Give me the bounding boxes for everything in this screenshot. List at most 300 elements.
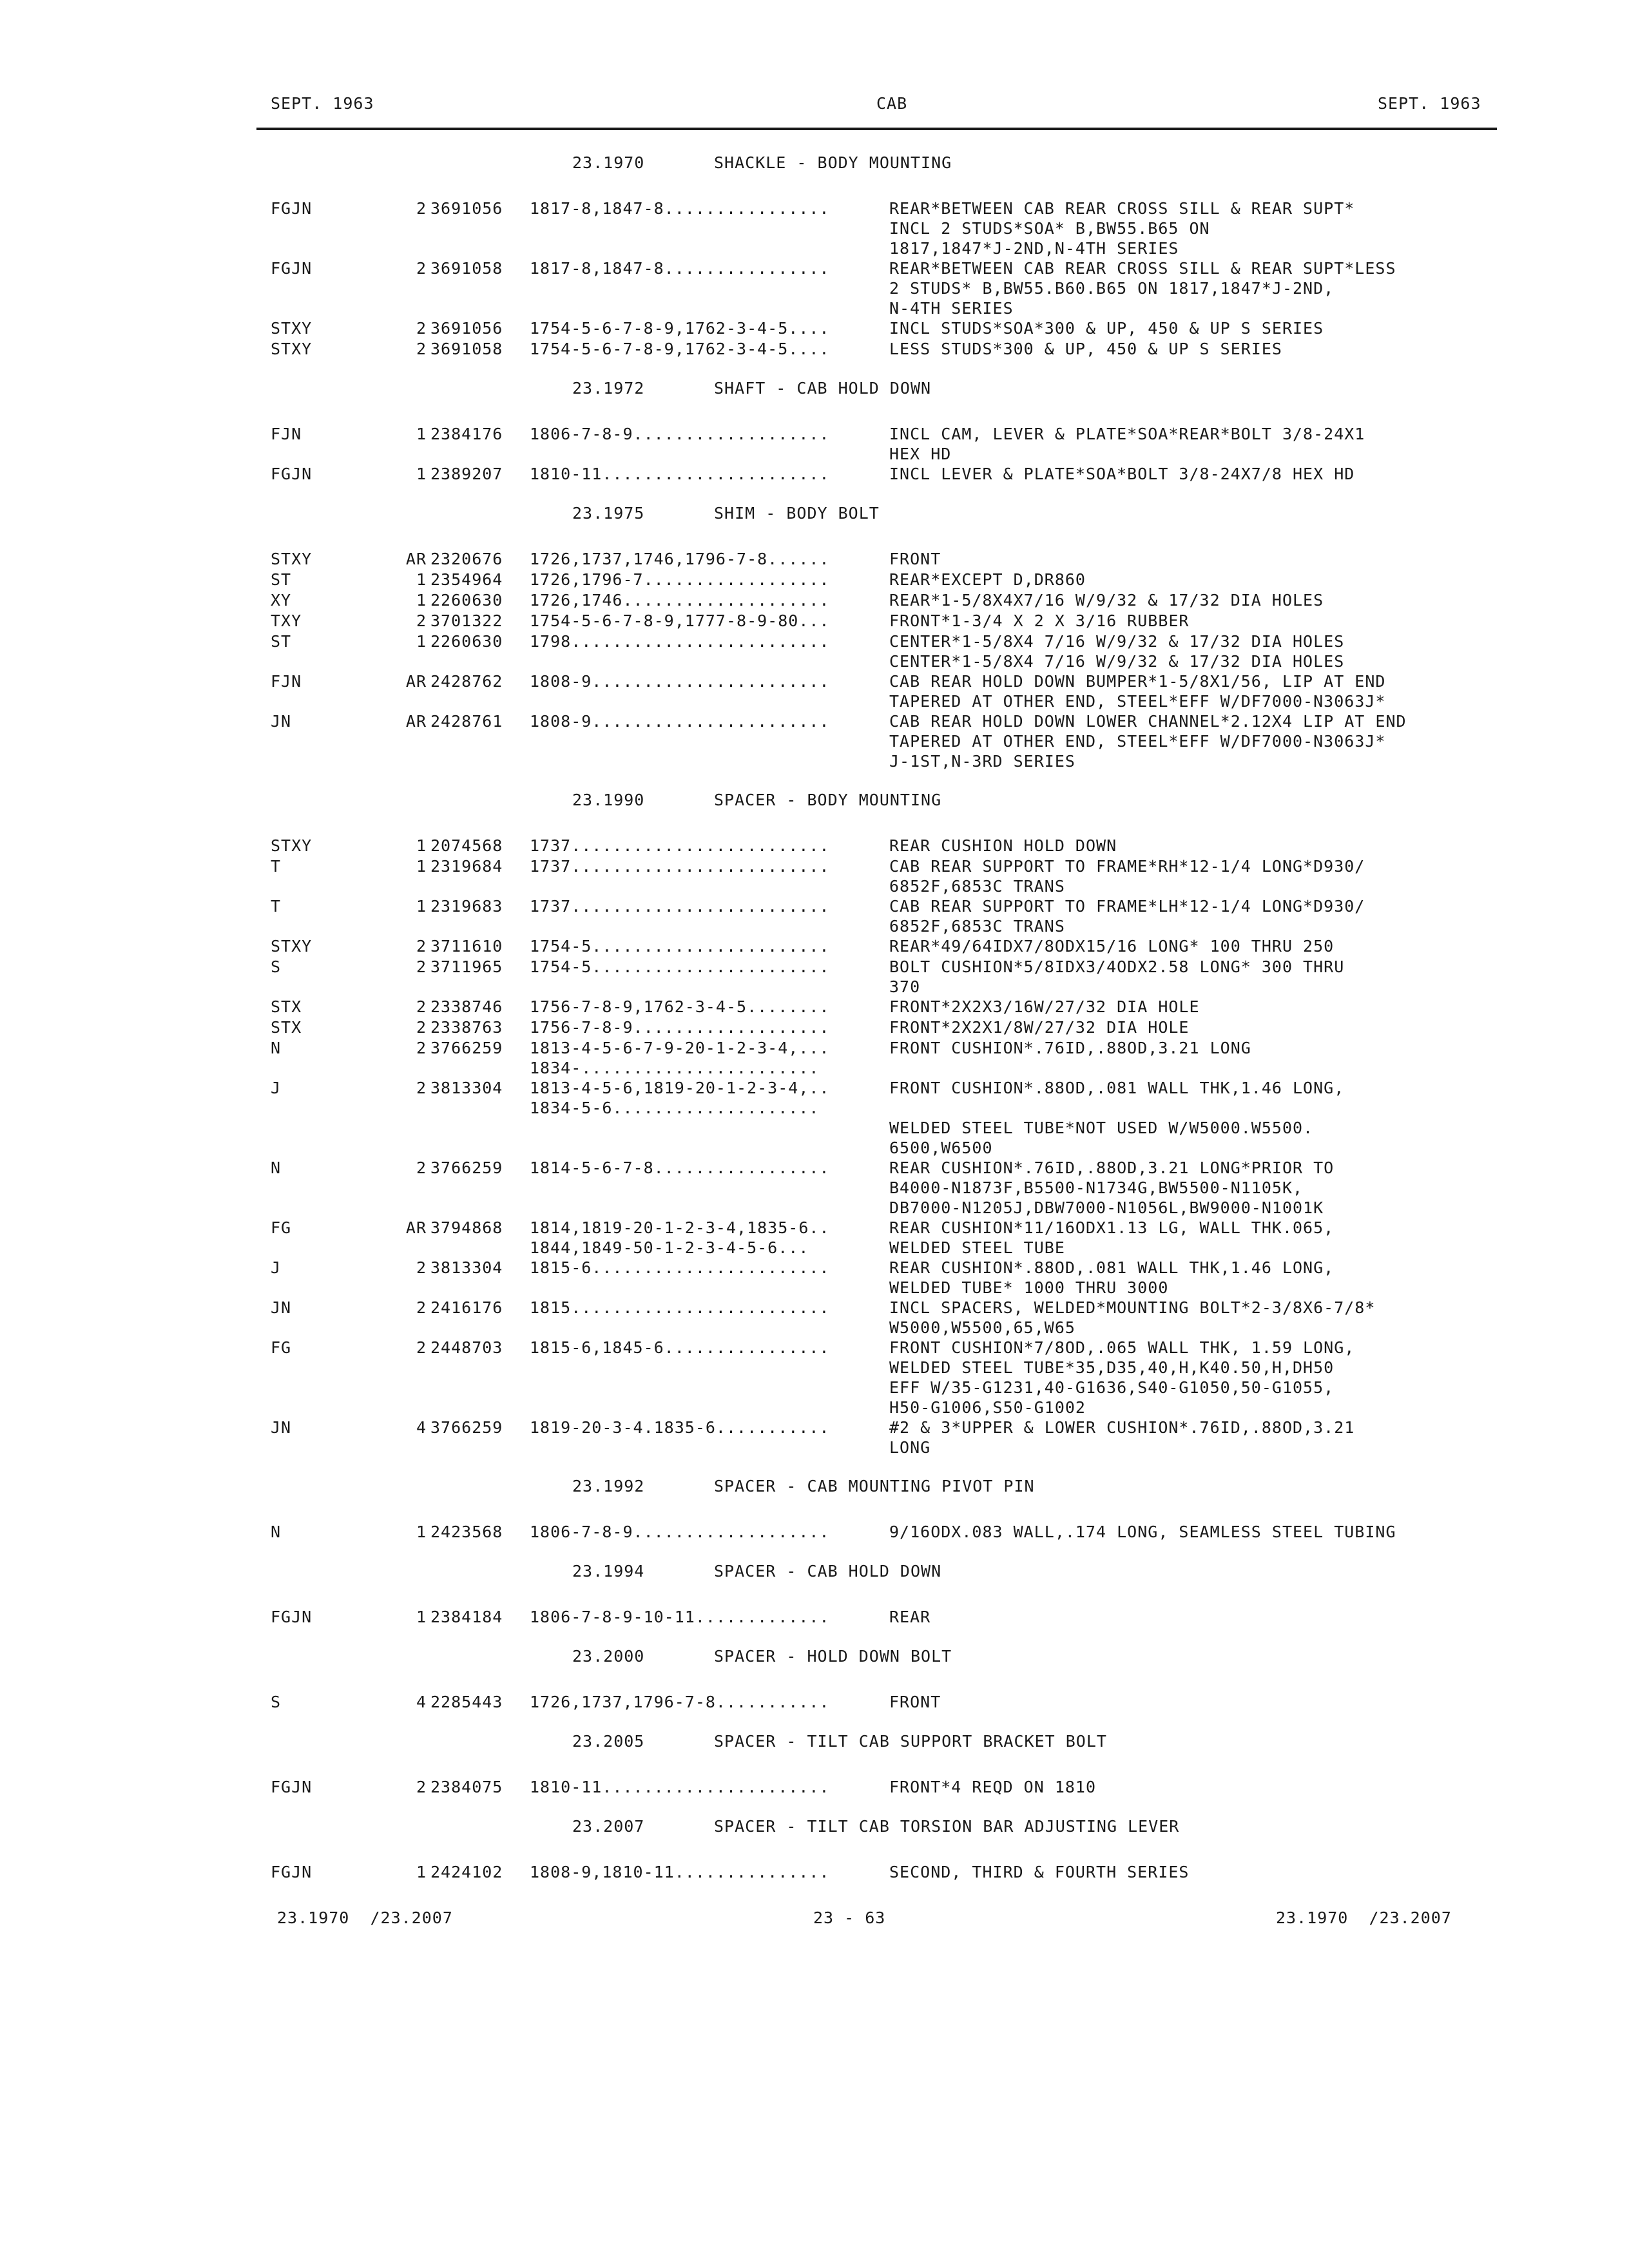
header-rule bbox=[256, 128, 1497, 130]
model-line: 1737......................... bbox=[530, 836, 830, 855]
part-row bbox=[0, 549, 1629, 570]
part-number: 2384075 bbox=[430, 1778, 503, 1796]
description-line: INCL CAM, LEVER & PLATE*SOA*REAR*BOLT 3/8-24X1 bbox=[889, 425, 1365, 443]
model-applicability bbox=[530, 1862, 885, 1882]
model-code: T bbox=[271, 857, 282, 876]
part-number: 3711610 bbox=[430, 937, 503, 956]
part-number: 2424102 bbox=[430, 1863, 503, 1881]
part-description bbox=[889, 1258, 1534, 1298]
part-number: 3691056 bbox=[430, 199, 503, 218]
model-applicability bbox=[530, 339, 885, 359]
description-line: 370 bbox=[889, 977, 921, 996]
section-number: 23.1970 bbox=[572, 153, 645, 172]
description-line: HEX HD bbox=[889, 445, 952, 463]
model-line: 1754-5-6-7-8-9,1762-3-4-5.... bbox=[530, 340, 830, 358]
description-line: FRONT*1-3/4 X 2 X 3/16 RUBBER bbox=[889, 611, 1190, 630]
model-applicability bbox=[530, 1692, 885, 1712]
model-line: 1754-5....................... bbox=[530, 937, 830, 956]
part-description bbox=[889, 1218, 1534, 1258]
model-code: STX bbox=[271, 1018, 302, 1037]
model-applicability bbox=[530, 936, 885, 956]
model-applicability bbox=[530, 671, 885, 691]
description-line: BOLT CUSHION*5/8IDX3/4ODX2.58 LONG* 300 THRU bbox=[889, 957, 1345, 976]
part-row bbox=[0, 1338, 1629, 1418]
section-heading bbox=[572, 791, 1629, 819]
model-code: J bbox=[271, 1258, 282, 1277]
quantity: 1 bbox=[416, 632, 427, 651]
model-code: N bbox=[271, 1039, 282, 1057]
model-line: 1726,1746.................... bbox=[530, 591, 830, 610]
part-row bbox=[0, 997, 1629, 1017]
description-line: REAR CUSHION*11/16ODX1.13 LG, WALL THK.065, bbox=[889, 1218, 1335, 1237]
part-row bbox=[0, 1862, 1629, 1883]
part-number: 3766259 bbox=[430, 1158, 503, 1177]
section-number: 23.1992 bbox=[572, 1477, 645, 1495]
model-code: FGJN bbox=[271, 1608, 313, 1626]
section-title: SPACER - TILT CAB SUPPORT BRACKET BOLT bbox=[714, 1732, 1107, 1751]
section-title: SPACER - BODY MOUNTING bbox=[714, 791, 942, 809]
model-applicability bbox=[530, 896, 885, 916]
model-line: 1726,1796-7.................. bbox=[530, 570, 830, 589]
section-number: 23.2005 bbox=[572, 1732, 645, 1751]
model-code: N bbox=[271, 1158, 282, 1177]
model-applicability bbox=[530, 590, 885, 610]
part-description bbox=[889, 1862, 1534, 1882]
model-applicability bbox=[530, 631, 885, 651]
model-applicability bbox=[530, 711, 885, 731]
description-line: 6500,W6500 bbox=[889, 1139, 993, 1157]
description-line: REAR*49/64IDX7/8ODX15/16 LONG* 100 THRU 250 bbox=[889, 937, 1335, 956]
part-number: 3691056 bbox=[430, 319, 503, 338]
section-title: SHIM - BODY BOLT bbox=[714, 504, 880, 523]
model-line: 1737......................... bbox=[530, 897, 830, 916]
description-line: TAPERED AT OTHER END, STEEL*EFF W/DF7000-N3063J* bbox=[889, 692, 1386, 711]
part-number: 2074568 bbox=[430, 836, 503, 855]
quantity: 4 bbox=[416, 1693, 427, 1711]
part-row bbox=[0, 1418, 1629, 1457]
part-description bbox=[889, 611, 1534, 631]
quantity: AR bbox=[405, 1218, 427, 1237]
section-number: 23.1990 bbox=[572, 791, 645, 809]
description-line: CENTER*1-5/8X4 7/16 W/9/32 & 17/32 DIA HOLES bbox=[889, 652, 1345, 671]
model-applicability bbox=[530, 1607, 885, 1627]
quantity: AR bbox=[405, 712, 427, 731]
footer-range-left: 23.1970 /23.2007 bbox=[277, 1908, 453, 1927]
quantity: 4 bbox=[416, 1418, 427, 1437]
part-row bbox=[0, 590, 1629, 611]
part-row bbox=[0, 1522, 1629, 1542]
part-number: 3813304 bbox=[430, 1079, 503, 1097]
part-row bbox=[0, 896, 1629, 936]
part-description bbox=[889, 549, 1534, 569]
model-applicability bbox=[530, 611, 885, 631]
part-number: 2389207 bbox=[430, 465, 503, 483]
part-description bbox=[889, 424, 1534, 464]
model-code: ST bbox=[271, 570, 292, 589]
model-line: 1754-5-6-7-8-9,1762-3-4-5.... bbox=[530, 319, 830, 338]
part-row bbox=[0, 1038, 1629, 1078]
part-description bbox=[889, 590, 1534, 610]
section-title: SPACER - CAB MOUNTING PIVOT PIN bbox=[714, 1477, 1035, 1495]
model-code: TXY bbox=[271, 611, 302, 630]
part-description bbox=[889, 1418, 1534, 1457]
quantity: 2 bbox=[416, 1338, 427, 1357]
part-row bbox=[0, 464, 1629, 485]
model-line: 1808-9....................... bbox=[530, 672, 830, 691]
model-applicability bbox=[530, 1298, 885, 1318]
description-line: FRONT*2X2X3/16W/27/32 DIA HOLE bbox=[889, 997, 1200, 1016]
model-line: 1815-6....................... bbox=[530, 1258, 830, 1277]
model-code: JN bbox=[271, 712, 292, 731]
model-line: 1798......................... bbox=[530, 632, 830, 651]
quantity: 1 bbox=[416, 465, 427, 483]
model-line: 1808-9,1810-11............... bbox=[530, 1863, 830, 1881]
part-number: 2260630 bbox=[430, 591, 503, 610]
description-line: #2 & 3*UPPER & LOWER CUSHION*.76ID,.88OD,3.21 bbox=[889, 1418, 1355, 1437]
section-heading bbox=[572, 504, 1629, 532]
part-row bbox=[0, 611, 1629, 631]
model-applicability bbox=[530, 1258, 885, 1278]
part-number: 2448703 bbox=[430, 1338, 503, 1357]
description-line: FRONT*4 REQD ON 1810 bbox=[889, 1778, 1097, 1796]
part-number: 2285443 bbox=[430, 1693, 503, 1711]
part-row bbox=[0, 856, 1629, 896]
section-heading bbox=[572, 1562, 1629, 1590]
part-number: 2354964 bbox=[430, 570, 503, 589]
quantity: 2 bbox=[416, 1018, 427, 1037]
model-code: FGJN bbox=[271, 1863, 313, 1881]
quantity: 2 bbox=[416, 997, 427, 1016]
description-line: REAR*BETWEEN CAB REAR CROSS SILL & REAR SUPT* bbox=[889, 199, 1355, 218]
part-row bbox=[0, 318, 1629, 339]
model-code: FGJN bbox=[271, 259, 313, 278]
model-line: 1844,1849-50-1-2-3-4-5-6... bbox=[530, 1238, 809, 1257]
model-line: 1815-6,1845-6................ bbox=[530, 1338, 830, 1357]
description-line: REAR CUSHION*.88OD,.081 WALL THK,1.46 LONG, bbox=[889, 1258, 1335, 1277]
part-description bbox=[889, 896, 1534, 936]
model-code: ST bbox=[271, 632, 292, 651]
description-line: REAR CUSHION*.76ID,.88OD,3.21 LONG*PRIOR TO bbox=[889, 1158, 1335, 1177]
part-row bbox=[0, 339, 1629, 360]
model-line: 1806-7-8-9................... bbox=[530, 1523, 830, 1541]
model-code: FJN bbox=[271, 425, 302, 443]
section-heading bbox=[572, 379, 1629, 407]
description-line: INCL 2 STUDS*SOA* B,BW55.B65 ON bbox=[889, 219, 1210, 238]
description-line: CAB REAR HOLD DOWN LOWER CHANNEL*2.12X4 LIP AT END bbox=[889, 712, 1407, 731]
description-line: WELDED TUBE* 1000 THRU 3000 bbox=[889, 1278, 1169, 1297]
section-number: 23.1994 bbox=[572, 1562, 645, 1581]
part-description bbox=[889, 339, 1534, 359]
model-code: STXY bbox=[271, 319, 313, 338]
section-number: 23.2007 bbox=[572, 1817, 645, 1836]
model-line: 1810-11...................... bbox=[530, 465, 830, 483]
quantity: 2 bbox=[416, 957, 427, 976]
quantity: 2 bbox=[416, 340, 427, 358]
part-row bbox=[0, 957, 1629, 997]
part-row bbox=[0, 936, 1629, 957]
description-line: FRONT bbox=[889, 550, 941, 568]
quantity: 1 bbox=[416, 836, 427, 855]
description-line: REAR*EXCEPT D,DR860 bbox=[889, 570, 1086, 589]
model-applicability bbox=[530, 318, 885, 338]
quantity: 2 bbox=[416, 937, 427, 956]
model-line: 1813-4-5-6,1819-20-1-2-3-4,.. bbox=[530, 1079, 830, 1097]
model-code: S bbox=[271, 1693, 282, 1711]
model-line: 1810-11...................... bbox=[530, 1778, 830, 1796]
description-line: H50-G1006,S50-G1002 bbox=[889, 1398, 1086, 1417]
footer-range-right: 23.1970 /23.2007 bbox=[1276, 1908, 1452, 1927]
quantity: 2 bbox=[416, 611, 427, 630]
model-line: 1814-5-6-7-8................. bbox=[530, 1158, 830, 1177]
model-applicability bbox=[530, 1338, 885, 1358]
description-line: WELDED STEEL TUBE bbox=[889, 1238, 1065, 1257]
description-line: 2 STUDS* B,BW55.B60.B65 ON 1817,1847*J-2ND, bbox=[889, 279, 1335, 298]
part-row bbox=[0, 424, 1629, 464]
description-line: REAR*BETWEEN CAB REAR CROSS SILL & REAR SUPT*LESS bbox=[889, 259, 1396, 278]
model-applicability bbox=[530, 1418, 885, 1437]
description-line: INCL LEVER & PLATE*SOA*BOLT 3/8-24X7/8 HEX HD bbox=[889, 465, 1355, 483]
description-line: FRONT CUSHION*.76ID,.88OD,3.21 LONG bbox=[889, 1039, 1251, 1057]
section-title: SPACER - TILT CAB TORSION BAR ADJUSTING LEVER bbox=[714, 1817, 1180, 1836]
description-line: FRONT CUSHION*.88OD,.081 WALL THK,1.46 LONG, bbox=[889, 1079, 1345, 1097]
model-line: 1834-....................... bbox=[530, 1059, 820, 1077]
description-line: WELDED STEEL TUBE*NOT USED W/W5000.W5500. bbox=[889, 1119, 1314, 1137]
section-title: SHAFT - CAB HOLD DOWN bbox=[714, 379, 932, 398]
model-code: N bbox=[271, 1523, 282, 1541]
quantity: 2 bbox=[416, 1778, 427, 1796]
part-number: 2428761 bbox=[430, 712, 503, 731]
model-applicability bbox=[530, 464, 885, 484]
part-number: 2319684 bbox=[430, 857, 503, 876]
part-description bbox=[889, 957, 1534, 997]
part-description bbox=[889, 464, 1534, 484]
part-number: 2384184 bbox=[430, 1608, 503, 1626]
part-row bbox=[0, 1258, 1629, 1298]
part-row bbox=[0, 836, 1629, 856]
part-number: 2338746 bbox=[430, 997, 503, 1016]
model-applicability bbox=[530, 1017, 885, 1037]
model-line: 1754-5....................... bbox=[530, 957, 830, 976]
description-line: TAPERED AT OTHER END, STEEL*EFF W/DF7000-N3063J* bbox=[889, 732, 1386, 751]
model-code: STXY bbox=[271, 937, 313, 956]
part-description bbox=[889, 1158, 1534, 1218]
description-line: FRONT bbox=[889, 1693, 941, 1711]
model-line: 1806-7-8-9................... bbox=[530, 425, 830, 443]
header-date-right: SEPT. 1963 bbox=[1378, 94, 1481, 113]
part-description bbox=[889, 1017, 1534, 1037]
part-number: 3766259 bbox=[430, 1039, 503, 1057]
description-line: 6852F,6853C TRANS bbox=[889, 877, 1065, 896]
part-number: 2428762 bbox=[430, 672, 503, 691]
part-number: 2260630 bbox=[430, 632, 503, 651]
part-number: 2320676 bbox=[430, 550, 503, 568]
model-line: 1737......................... bbox=[530, 857, 830, 876]
part-description bbox=[889, 1522, 1534, 1542]
model-code: J bbox=[271, 1079, 282, 1097]
model-line: 1815......................... bbox=[530, 1298, 830, 1317]
description-line: 9/16ODX.083 WALL,.174 LONG, SEAMLESS STEEL TUBING bbox=[889, 1523, 1396, 1541]
part-description bbox=[889, 1692, 1534, 1712]
model-applicability bbox=[530, 258, 885, 278]
model-line: 1754-5-6-7-8-9,1777-8-9-80... bbox=[530, 611, 830, 630]
part-description bbox=[889, 318, 1534, 338]
model-applicability bbox=[530, 1522, 885, 1542]
model-applicability bbox=[530, 198, 885, 218]
section-number: 23.1975 bbox=[572, 504, 645, 523]
model-code: FG bbox=[271, 1218, 292, 1237]
model-applicability bbox=[530, 1218, 885, 1258]
model-code: STXY bbox=[271, 836, 313, 855]
part-row bbox=[0, 1158, 1629, 1218]
part-number: 2319683 bbox=[430, 897, 503, 916]
section-heading bbox=[572, 1477, 1629, 1505]
description-line: EFF W/35-G1231,40-G1636,S40-G1050,50-G1055, bbox=[889, 1378, 1335, 1397]
model-applicability bbox=[530, 424, 885, 444]
part-description bbox=[889, 1298, 1534, 1338]
model-line: 1819-20-3-4.1835-6........... bbox=[530, 1418, 830, 1437]
part-number: 2338763 bbox=[430, 1018, 503, 1037]
model-line: 1726,1737,1796-7-8........... bbox=[530, 1693, 830, 1711]
part-description bbox=[889, 198, 1534, 258]
section-heading bbox=[572, 1817, 1629, 1845]
description-line: REAR CUSHION HOLD DOWN bbox=[889, 836, 1117, 855]
model-code: STXY bbox=[271, 550, 313, 568]
part-row bbox=[0, 1078, 1629, 1158]
description-line: INCL SPACERS, WELDED*MOUNTING BOLT*2-3/8X6-7/8* bbox=[889, 1298, 1376, 1317]
part-description bbox=[889, 1078, 1534, 1158]
section-title: SPACER - HOLD DOWN BOLT bbox=[714, 1647, 952, 1666]
quantity: 1 bbox=[416, 425, 427, 443]
model-code: FGJN bbox=[271, 1778, 313, 1796]
model-applicability bbox=[530, 1078, 885, 1118]
quantity: 2 bbox=[416, 1158, 427, 1177]
quantity: 1 bbox=[416, 1863, 427, 1881]
model-line: 1834-5-6.................... bbox=[530, 1099, 820, 1117]
section-heading bbox=[572, 1732, 1629, 1760]
model-code: STXY bbox=[271, 340, 313, 358]
part-description bbox=[889, 258, 1534, 318]
quantity: 2 bbox=[416, 199, 427, 218]
description-line: N-4TH SERIES bbox=[889, 299, 1014, 318]
quantity: AR bbox=[405, 672, 427, 691]
model-applicability bbox=[530, 1038, 885, 1078]
model-line: 1813-4-5-6-7-9-20-1-2-3-4,... bbox=[530, 1039, 830, 1057]
model-code: XY bbox=[271, 591, 292, 610]
part-description bbox=[889, 1607, 1534, 1627]
part-number: 3691058 bbox=[430, 340, 503, 358]
part-description bbox=[889, 711, 1534, 771]
part-number: 2384176 bbox=[430, 425, 503, 443]
model-line: 1814,1819-20-1-2-3-4,1835-6.. bbox=[530, 1218, 830, 1237]
header-date-left: SEPT. 1963 bbox=[271, 94, 374, 113]
description-line: DB7000-N1205J,DBW7000-N1056L,BW9000-N1001K bbox=[889, 1198, 1324, 1217]
part-description bbox=[889, 570, 1534, 590]
part-number: 2416176 bbox=[430, 1298, 503, 1317]
parts-sections bbox=[0, 153, 1629, 1883]
quantity: 1 bbox=[416, 570, 427, 589]
quantity: 2 bbox=[416, 1079, 427, 1097]
description-line bbox=[889, 1058, 1534, 1078]
quantity: 2 bbox=[416, 319, 427, 338]
quantity: AR bbox=[405, 550, 427, 568]
model-applicability bbox=[530, 856, 885, 876]
description-line: INCL STUDS*SOA*300 & UP, 450 & UP S SERIES bbox=[889, 319, 1324, 338]
part-number: 2423568 bbox=[430, 1523, 503, 1541]
model-code: FG bbox=[271, 1338, 292, 1357]
part-row bbox=[0, 1017, 1629, 1038]
part-row bbox=[0, 1298, 1629, 1338]
part-description bbox=[889, 997, 1534, 1017]
section-title: SPACER - CAB HOLD DOWN bbox=[714, 1562, 942, 1581]
description-line bbox=[889, 1098, 1534, 1118]
part-row bbox=[0, 1777, 1629, 1798]
model-line: 1808-9....................... bbox=[530, 712, 830, 731]
quantity: 2 bbox=[416, 259, 427, 278]
model-code: FJN bbox=[271, 672, 302, 691]
model-line: 1756-7-8-9................... bbox=[530, 1018, 830, 1037]
model-line: 1817-8,1847-8................ bbox=[530, 259, 830, 278]
description-line: B4000-N1873F,B5500-N1734G,BW5500-N1105K, bbox=[889, 1178, 1304, 1197]
model-code: FGJN bbox=[271, 465, 313, 483]
part-number: 3766259 bbox=[430, 1418, 503, 1437]
description-line: LONG bbox=[889, 1438, 931, 1457]
part-row bbox=[0, 1607, 1629, 1628]
quantity: 1 bbox=[416, 591, 427, 610]
part-number: 3794868 bbox=[430, 1218, 503, 1237]
part-description bbox=[889, 671, 1534, 711]
quantity: 2 bbox=[416, 1298, 427, 1317]
model-line: 1806-7-8-9-10-11............. bbox=[530, 1608, 830, 1626]
footer-page-number: 23 - 63 bbox=[813, 1908, 886, 1927]
part-row bbox=[0, 631, 1629, 671]
part-description bbox=[889, 631, 1534, 671]
model-code: S bbox=[271, 957, 282, 976]
part-description bbox=[889, 1338, 1534, 1418]
description-line: CAB REAR HOLD DOWN BUMPER*1-5/8X1/56, LIP AT END bbox=[889, 672, 1386, 691]
part-description bbox=[889, 856, 1534, 896]
quantity: 1 bbox=[416, 1523, 427, 1541]
section-heading bbox=[572, 1647, 1629, 1675]
model-applicability bbox=[530, 1777, 885, 1797]
part-row bbox=[0, 570, 1629, 590]
model-code: FGJN bbox=[271, 199, 313, 218]
part-row bbox=[0, 258, 1629, 318]
part-row bbox=[0, 711, 1629, 771]
part-number: 3711965 bbox=[430, 957, 503, 976]
description-line: REAR*1-5/8X4X7/16 W/9/32 & 17/32 DIA HOLES bbox=[889, 591, 1324, 610]
description-line: FRONT*2X2X1/8W/27/32 DIA HOLE bbox=[889, 1018, 1190, 1037]
description-line: J-1ST,N-3RD SERIES bbox=[889, 752, 1075, 771]
description-line: CAB REAR SUPPORT TO FRAME*RH*12-1/4 LONG*D930/ bbox=[889, 857, 1365, 876]
description-line: FRONT CUSHION*7/8OD,.065 WALL THK, 1.59 LONG, bbox=[889, 1338, 1355, 1357]
description-line: 6852F,6853C TRANS bbox=[889, 917, 1065, 936]
quantity: 1 bbox=[416, 857, 427, 876]
model-code: JN bbox=[271, 1418, 292, 1437]
section-number: 23.1972 bbox=[572, 379, 645, 398]
part-row bbox=[0, 1692, 1629, 1713]
description-line: REAR bbox=[889, 1608, 931, 1626]
part-description bbox=[889, 1777, 1534, 1797]
description-line: W5000,W5500,65,W65 bbox=[889, 1318, 1075, 1337]
description-line: CENTER*1-5/8X4 7/16 W/9/32 & 17/32 DIA HOLES bbox=[889, 632, 1345, 651]
model-line: 1726,1737,1746,1796-7-8...... bbox=[530, 550, 830, 568]
part-row bbox=[0, 1218, 1629, 1258]
part-description bbox=[889, 836, 1534, 856]
header-section-title: CAB bbox=[876, 94, 908, 113]
model-code: JN bbox=[271, 1298, 292, 1317]
description-line: CAB REAR SUPPORT TO FRAME*LH*12-1/4 LONG*D930/ bbox=[889, 897, 1365, 916]
model-applicability bbox=[530, 836, 885, 856]
